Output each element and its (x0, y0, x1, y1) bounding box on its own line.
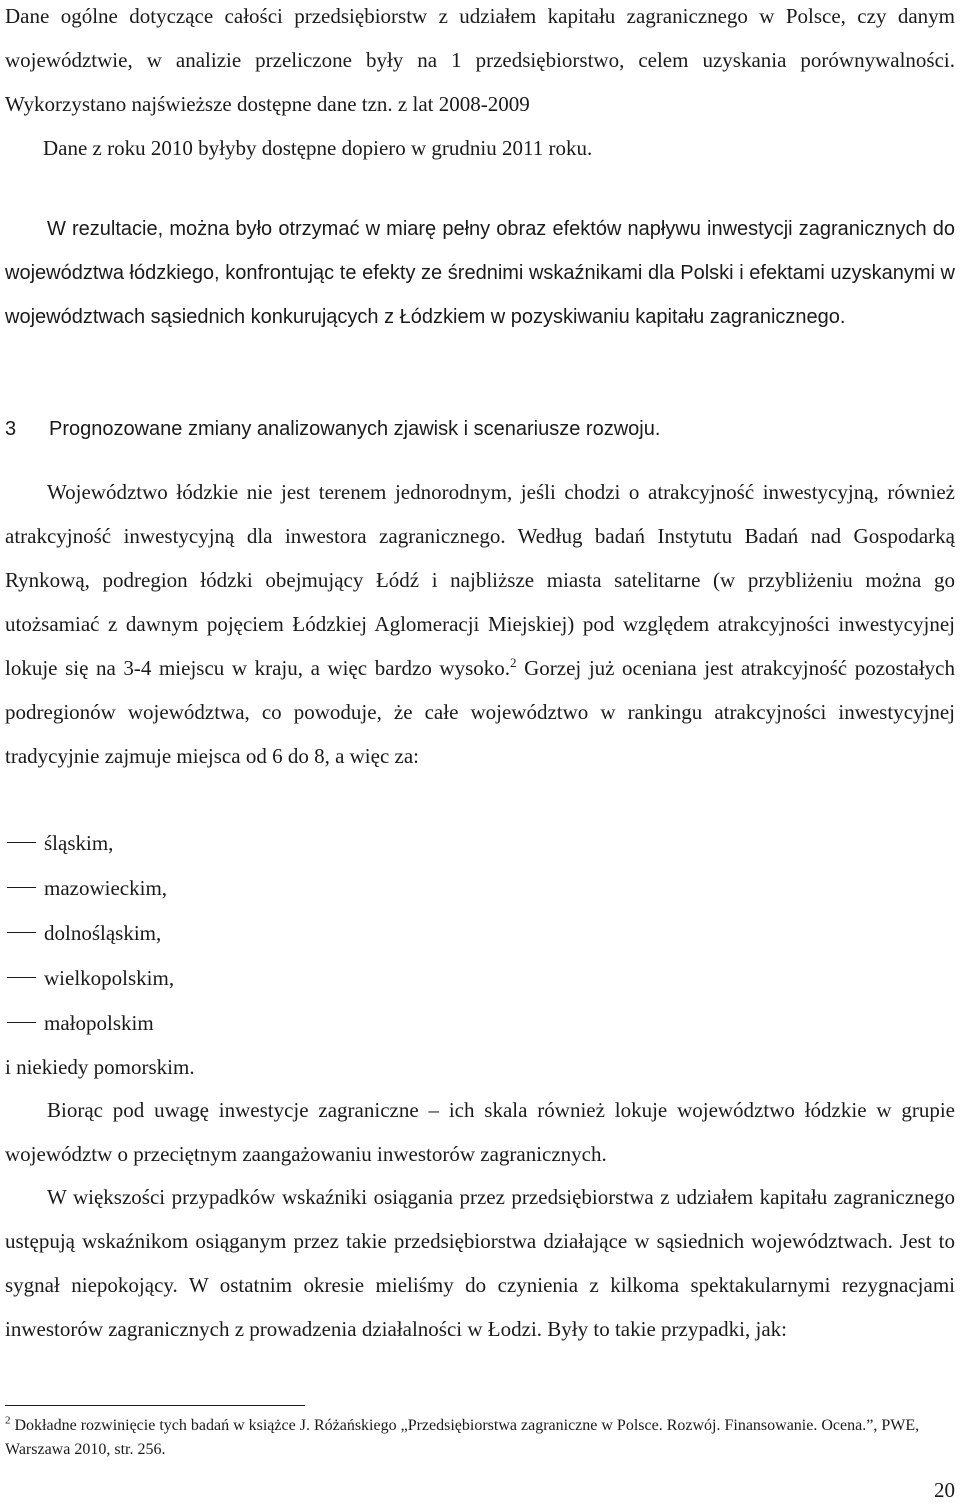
footnote-separator (5, 1405, 305, 1406)
list-item (5, 865, 605, 910)
footnote-reference: 2 (510, 655, 517, 670)
paragraph-results: W rezultacie, można było otrzymać w miarę pełny obraz efektów napływu inwestycji zagranicznych do województwa łódzkiego, konfrontując te efekty ze średnimi wskaźnikami dla Polski i efektami uzyskanymi w województwach sąsiednich konkurujących z Łódzkiem w pozyskiwaniu kapitału zagranicznego. (5, 218, 955, 328)
list-item (5, 820, 605, 865)
footnote-text: Dokładne rozwinięcie tych badań w książce J. Różańskiego „Przedsiębiorstwa zagraniczne w Polsce. Rozwój. Finansowanie. Ocena.”, PWE, Warszawa 2010, str. 256. (5, 1417, 920, 1458)
list-item-label: mazowieckim, (44, 875, 168, 900)
section-number: 3 (5, 418, 17, 440)
list-item-label: małopolskim (44, 1010, 154, 1035)
page-number: 20 (934, 1478, 955, 1502)
paragraph-attractiveness-text: Województwo łódzkie nie jest terenem jednorodnym, jeśli chodzi o atrakcyjność inwestycyjną, również atrakcyjność inwestycyjną dla inwestora zagranicznego. Według badań Instytutu Badań nad Gospodarką Rynkową, podregion łódzki obejmujący Łódź i najbliższe miasta satelitarne (w przybliżeniu można go utożsamiać z dawnym pojęciem Łódzkiej Aglomeracji Miejskiej) pod względem atrakcyjności inwestycyjnej lokuje się na 3-4 miejscu w kraju, a więc bardzo wysoko. (5, 480, 955, 680)
footnote (5, 1414, 955, 1462)
paragraph-intro-note: Dane z roku 2010 byłyby dostępne dopiero w grudniu 2011 roku. (43, 136, 593, 160)
dash-bullet (7, 1022, 36, 1023)
section-title: Prognozowane zmiany analizowanych zjawisk i scenariusze rozwoju. (49, 418, 661, 440)
list-item-label: śląskim, (44, 830, 114, 855)
list-item (5, 1000, 605, 1045)
paragraph-attractiveness (5, 470, 955, 778)
section-heading (5, 407, 660, 451)
paragraph-attractiveness-continued: Gorzej już oceniana jest atrakcyjność pozostałych podregionów województwa, co powoduje, że całe województwo w rankingu atrakcyjności inwestycyjnej tradycyjnie zajmuje miejsca od 6 do 8, a więc za: (5, 656, 955, 768)
paragraph-intro (5, 0, 955, 170)
dash-bullet (7, 932, 36, 933)
list-item-label: dolnośląskim, (44, 920, 162, 945)
paragraph-intro-text: Dane ogólne dotyczące całości przedsiębiorstw z udziałem kapitału zagranicznego w Polsce, czy danym województwie, w analizie przeliczone były na 1 przedsiębiorstwo, celem uzyskania porównywalności. Wykorzystano najświeższe dostępne dane tzn. z lat 2008-2009 (5, 4, 955, 116)
paragraph-investments: Biorąc pod uwagę inwestycje zagraniczne – ich skala również lokuje województwo łódzkie w grupie województw o przeciętnym zaangażowaniu inwestorów zagranicznych. (5, 1098, 955, 1166)
voivodeship-list (5, 820, 605, 1045)
footnote-number: 2 (5, 1414, 11, 1427)
dash-bullet (7, 887, 36, 888)
list-item-label: wielkopolskim, (44, 965, 175, 990)
list-item (5, 955, 605, 1000)
after-list-text: i niekiedy pomorskim. (5, 1055, 195, 1079)
dash-bullet (7, 842, 36, 843)
dash-bullet (7, 977, 36, 978)
paragraph-indicators: W większości przypadków wskaźniki osiągania przez przedsiębiorstwa z udziałem kapitału zagranicznego ustępują wskaźnikom osiąganym przez takie przedsiębiorstwa działające w sąsiednich województwach. Jest to sygnał niepokojący. W ostatnim okresie mieliśmy do czynienia z kilkoma spektakularnymi rezygnacjami inwestorów zagranicznych z prowadzenia działalności w Łodzi. Były to takie przypadki, jak: (5, 1185, 955, 1341)
list-item (5, 910, 605, 955)
